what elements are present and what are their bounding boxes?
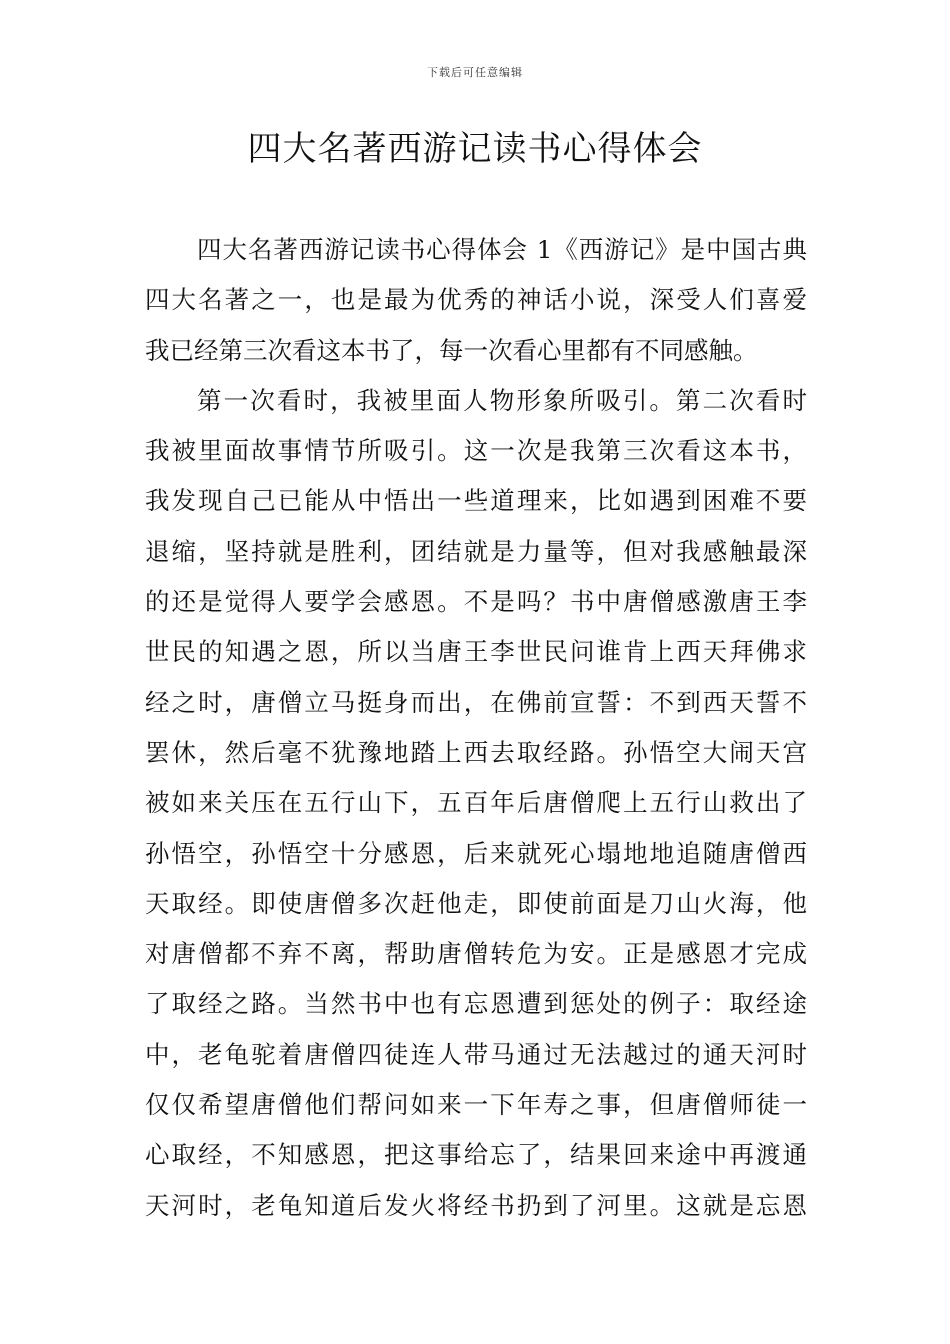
text-line: 第一次看时，我被里面人物形象所吸引。第二次看时 bbox=[197, 385, 807, 415]
header-note: 下载后可任意编辑 bbox=[427, 66, 523, 79]
text-line: 孙悟空，孙悟空十分感恩，后来就死心塌地地追随唐僧西 bbox=[145, 838, 807, 868]
text-line: 我被里面故事情节所吸引。这一次是我第三次看这本书， bbox=[145, 436, 807, 466]
document-title: 四大名著西游记读书心得体会 bbox=[247, 129, 703, 169]
text-line: 的还是觉得人要学会感恩。不是吗？书中唐僧感激唐王李 bbox=[145, 587, 807, 617]
text-line: 心取经，不知感恩，把这事给忘了，结果回来途中再渡通 bbox=[145, 1140, 807, 1170]
text-line: 罢休，然后毫不犹豫地踏上西去取经路。孙悟空大闹天宫 bbox=[145, 737, 807, 767]
text-line: 四大名著之一，也是最为优秀的神话小说，深受人们喜爱 bbox=[145, 285, 807, 315]
text-line: 我已经第三次看这本书了，每一次看心里都有不同感触。 bbox=[145, 335, 758, 365]
text-line: 世民的知遇之恩，所以当唐王李世民问谁肯上西天拜佛求 bbox=[145, 637, 807, 667]
text-line: 退缩，坚持就是胜利，团结就是力量等，但对我感触最深 bbox=[145, 536, 807, 566]
text-line: 我发现自己已能从中悟出一些道理来，比如遇到困难不要 bbox=[145, 486, 807, 516]
text-line: 天河时，老龟知道后发火将经书扔到了河里。这就是忘恩 bbox=[145, 1190, 807, 1220]
text-line: 被如来关压在五行山下，五百年后唐僧爬上五行山救出了 bbox=[145, 788, 807, 818]
text-line: 天取经。即使唐僧多次赶他走，即使前面是刀山火海，他 bbox=[145, 888, 807, 918]
text-line: 经之时，唐僧立马挺身而出，在佛前宣誓：不到西天誓不 bbox=[145, 687, 807, 717]
text-line: 对唐僧都不弃不离，帮助唐僧转危为安。正是感恩才完成 bbox=[145, 939, 807, 969]
text-line: 中，老龟驼着唐僧四徒连人带马通过无法越过的通天河时 bbox=[145, 1039, 807, 1069]
body-text bbox=[145, 225, 807, 1231]
text-line: 四大名著西游记读书心得体会 1《西游记》是中国古典 bbox=[197, 235, 807, 264]
text-line: 了取经之路。当然书中也有忘恩遭到惩处的例子：取经途 bbox=[145, 989, 807, 1019]
text-line: 仅仅希望唐僧他们帮问如来一下年寿之事，但唐僧师徒一 bbox=[145, 1090, 807, 1120]
